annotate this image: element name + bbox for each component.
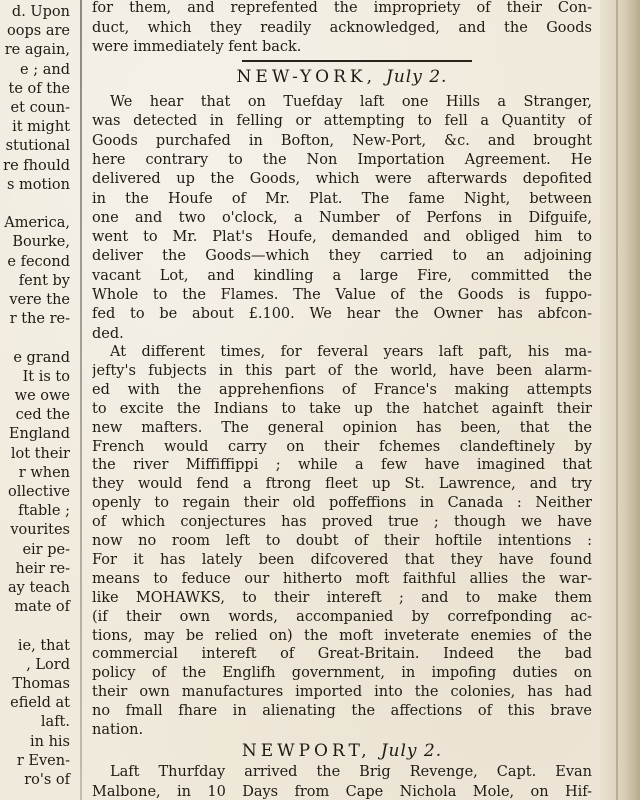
text-line: Thomas: [12, 676, 70, 692]
text-line: d. Upon: [11, 4, 70, 20]
text-line: deliver the Goods—which they carried to an adjoining: [92, 248, 592, 265]
text-line: r Even-: [16, 752, 70, 769]
text-line: ded.: [92, 325, 124, 342]
text-line: laft.: [40, 714, 70, 731]
dateline-new-york: [92, 66, 592, 88]
text-line: fed to be about £.100. We hear the Owner has abfcon-: [92, 306, 592, 323]
text-line: tions, may be relied on) the moft inveterate enemies of the: [92, 627, 592, 644]
dateline-date: July 2.: [380, 741, 443, 761]
text-line: new mafters. The general opinion has been, that the: [92, 419, 592, 436]
text-line: eir pe-: [22, 541, 70, 558]
text-line: vourites: [10, 522, 70, 539]
text-line: ced the: [15, 407, 70, 424]
text-line: means to feduce our hitherto moft faithful allies the war-: [92, 570, 592, 587]
text-line: (if their own words, accompanied by correfponding ac-: [92, 608, 592, 625]
text-line: re fhould: [3, 157, 70, 174]
text-line: efield at: [10, 695, 70, 712]
text-line: Goods purchafed in Bofton, New-Port, &c. and brought: [92, 132, 592, 149]
text-line: here contrary to the Non Importation Agreement. He: [92, 151, 592, 168]
text-line: r when: [18, 464, 70, 481]
text-line: It is to: [22, 368, 70, 385]
text-line: openly to regain their old poffeffions in Canada : Neither: [92, 495, 592, 512]
text-line: we owe: [14, 388, 70, 404]
dateline-date: July 2.: [386, 67, 448, 87]
text-line: went to Mr. Plat's Houfe, demanded and obliged him to: [92, 229, 592, 246]
text-line: policy of the Englifh government, in impofing duties on: [92, 665, 592, 682]
text-line: lot their: [10, 445, 70, 462]
text-line: ed with the apprehenfions of France's making attempts: [92, 381, 592, 398]
text-line: stutional: [5, 138, 70, 155]
text-line: vacant Lot, and kindling a large Fire, committed the: [92, 267, 592, 284]
text-line: like MOHAWKS, to their intereft ; and to make them: [92, 589, 592, 606]
text-line: ay teach: [8, 580, 70, 596]
text-line: We hear that on Tuefday laft one Hills a Stranger,: [110, 94, 592, 110]
text-line: nation.: [92, 722, 144, 738]
text-line: mate of: [14, 599, 70, 616]
text-line: it might: [12, 119, 70, 136]
text-line: r the re-: [9, 311, 70, 328]
text-line: ftable ;: [18, 503, 70, 520]
text-line: te of the: [8, 80, 70, 97]
text-line: At different times, for feveral years laft paft, his ma-: [110, 344, 592, 360]
text-line: Whole to the Flames. The Value of the Goods is fuppo-: [92, 287, 592, 303]
page-edge-margin: [600, 0, 640, 800]
text-line: e ; and: [20, 61, 70, 78]
left-column-fragment: [0, 0, 76, 800]
section-divider-rule: [242, 60, 472, 62]
text-line: ro's of: [24, 772, 70, 788]
text-line: one and two o'clock, a Number of Perfons in Difguife,: [92, 209, 592, 226]
text-line: e grand: [13, 349, 70, 366]
dateline-place: NEW-YORK,: [236, 67, 377, 87]
text-line: they would fend a ftrong fleet up St. Lawrence, and try: [92, 476, 592, 493]
text-line: Bourke,: [12, 234, 70, 251]
text-line: their own manufactures imported into the colonies, has had: [92, 684, 592, 701]
text-line: re again,: [4, 42, 70, 59]
text-line: ollective: [8, 484, 70, 500]
text-line: in his: [29, 733, 70, 750]
text-line: America,: [4, 215, 70, 232]
text-line: now no room left to doubt of their hoftile intentions :: [92, 533, 592, 549]
text-line: , Lord: [26, 656, 70, 673]
page-fold-line: [616, 0, 618, 800]
text-line: the river Miffiffippi ; while a few have imagined that: [92, 457, 592, 474]
text-line: oops are: [7, 23, 70, 40]
text-line: e fecond: [7, 253, 70, 270]
text-line: et coun-: [10, 100, 70, 116]
text-line: French would carry on their fchemes clandeftinely by: [92, 438, 592, 455]
text-line: vere the: [9, 292, 70, 308]
text-line: heir re-: [15, 560, 70, 577]
text-line: jefty's fubjects in this part of the world, have been alarm-: [92, 362, 592, 379]
text-line: For it has lately been difcovered that they have found: [92, 551, 592, 568]
text-line: of which conjectures has proved true ; though we have: [92, 514, 592, 531]
text-line: to excite the Indians to take up the hatchet againft their: [92, 400, 592, 417]
text-line: duct, which they readily acknowledged, and the Goods: [92, 19, 592, 36]
text-line: no fmall fhare in alienating the affections of this brave: [92, 703, 592, 720]
text-line: were immediately fent back.: [92, 39, 302, 55]
text-line: was detected in felling or attempting to fell a Quantity of: [92, 113, 592, 130]
text-line: England: [8, 426, 70, 443]
text-line: commercial intereft of Great-Britain. Indeed the bad: [92, 646, 592, 663]
main-column: [92, 0, 594, 800]
text-line: for them, and reprefented the impropriety of their Con-: [92, 0, 592, 16]
text-line: Laft Thurfday arrived the Brig Revenge, Capt. Evan: [110, 764, 592, 780]
dateline-newport: [92, 740, 592, 762]
text-line: ie, that: [17, 637, 70, 654]
text-line: Malbone, in 10 Days from Cape Nichola Mole, on Hif-: [92, 783, 592, 800]
text-line: fent by: [18, 272, 70, 289]
text-line: in the Houfe of Mr. Plat. The fame Night, between: [92, 190, 592, 207]
dateline-place: NEWPORT,: [241, 741, 371, 761]
text-line: delivered up the Goods, which were afterwards depofited: [92, 171, 592, 188]
column-rule: [80, 0, 82, 800]
text-line: s motion: [6, 176, 70, 193]
